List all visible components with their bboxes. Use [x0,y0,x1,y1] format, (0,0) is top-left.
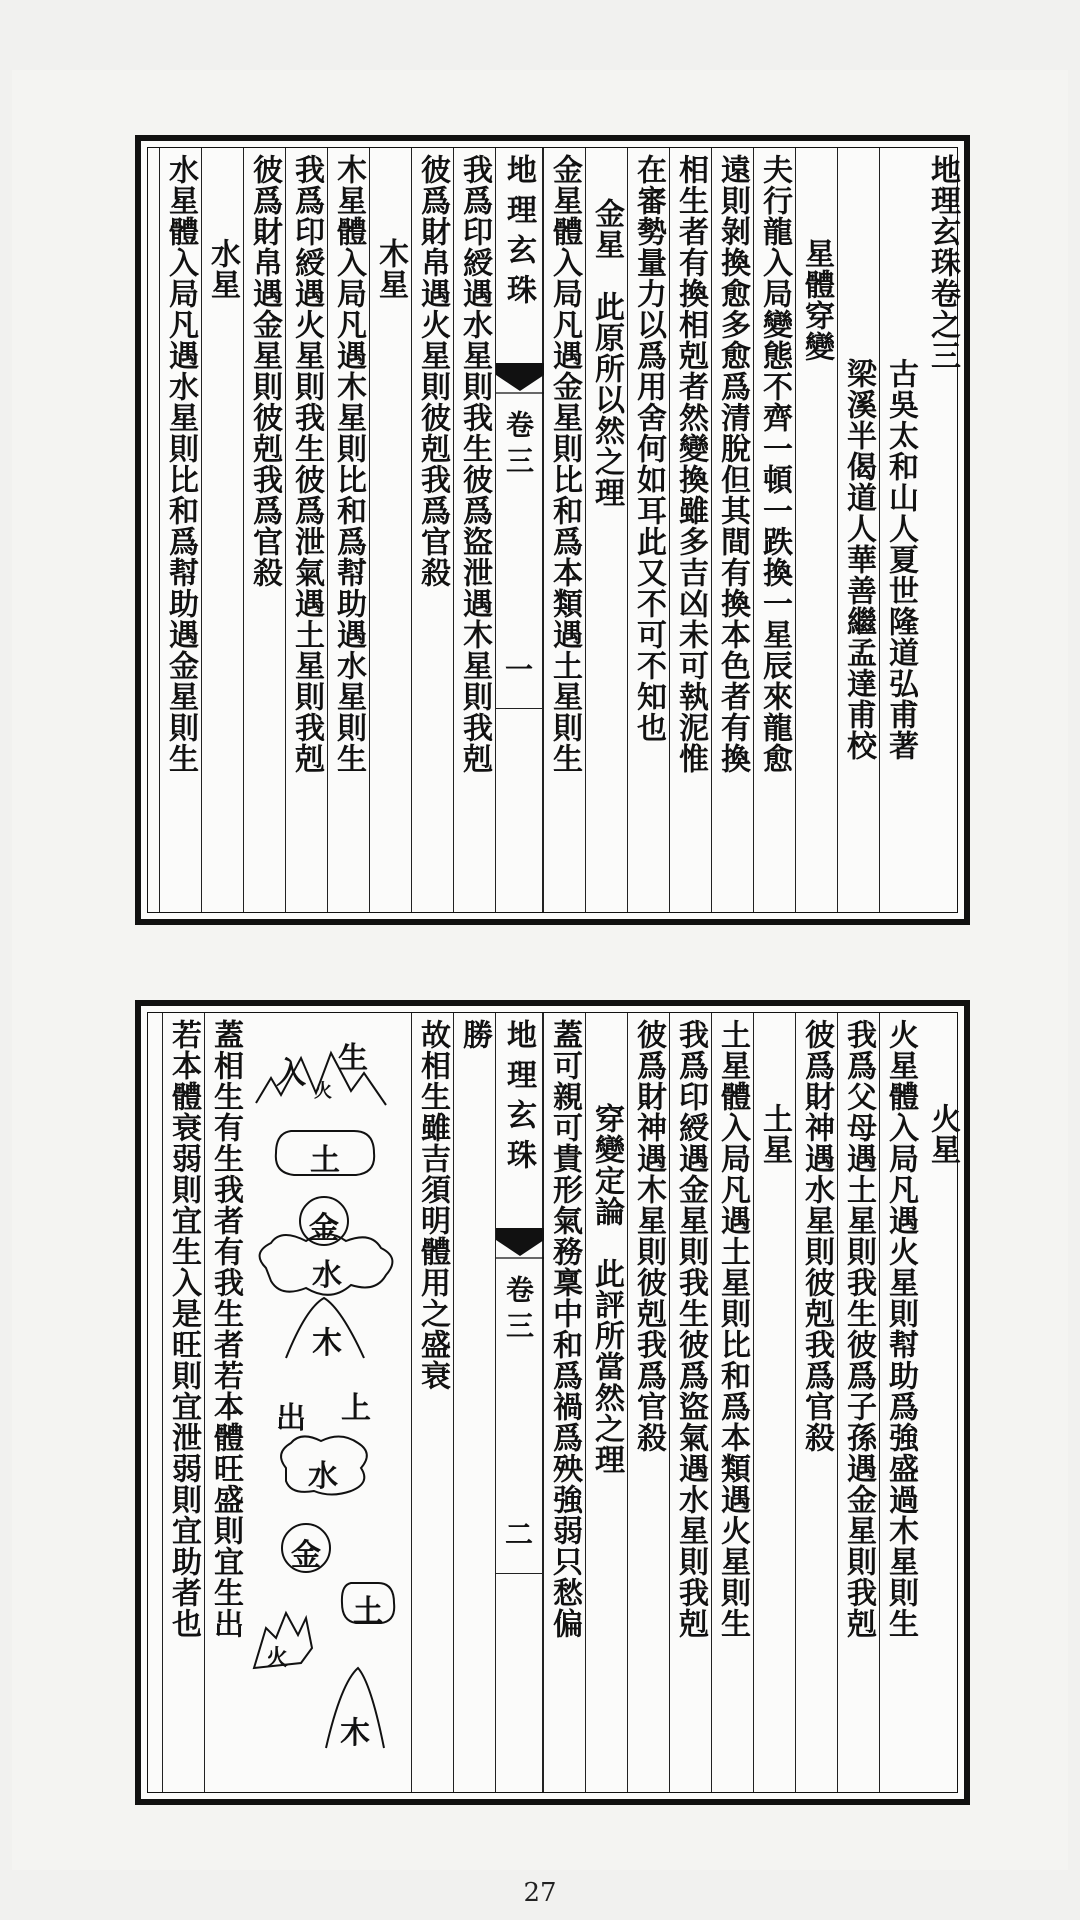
text-column [453,1013,495,1792]
divider [496,708,542,709]
text-column [369,148,411,912]
body-text: 彼爲財神遇水星則彼剋我爲官殺 [799,1019,834,1453]
section-heading: 穿變定論 此評所當然之理 [589,1103,624,1475]
body-text: 我爲父母遇土星則我生彼爲子孫遇金星則我剋 [841,1019,876,1639]
diagram-label: 出 [276,1401,306,1436]
text-column [795,1013,837,1792]
page-inner-frame [147,147,958,913]
element-earth: 土 [353,1594,383,1629]
section-heading: 金星 此原所以然之理 [589,198,624,508]
element-metal: 金 [309,1211,339,1246]
text-column [327,148,369,912]
element-wood: 木 [312,1326,342,1361]
text-column [711,148,753,912]
element-metal: 金 [291,1538,321,1573]
text-column [837,148,879,912]
text-column [585,1013,627,1792]
text-column [627,148,669,912]
element-water: 水 [308,1459,338,1494]
folio-number: 一 [504,653,533,686]
text-column [585,148,627,912]
section-heading: 土星 [757,1103,792,1165]
section-heading: 星體穿變 [799,238,834,362]
book-page-lower [135,1000,970,1805]
divider [496,1573,542,1574]
page-inner-frame [147,1012,958,1793]
section-heading: 水星 [205,238,240,300]
body-text: 蓋可親可貴形氣務稟中和爲禍爲殃強弱只愁偏 [547,1019,582,1639]
text-column [243,148,285,912]
section-heading: 火星 [925,1103,960,1165]
page-number: 27 [523,1878,557,1908]
text-column [543,1013,585,1792]
element-earth: 土 [310,1143,340,1178]
body-text: 我爲印綬遇金星則我生彼爲盜氣遇水星則我剋 [673,1019,708,1639]
text-column [162,1013,204,1792]
body-text: 彼爲財帛遇火星則彼剋我爲官殺 [415,154,450,588]
text-column [669,148,711,912]
center-margin-strip [495,1013,543,1792]
body-text: 金星體入局凡遇金星則比和爲本類遇土星則生 [547,154,582,774]
body-text: 若本體衰弱則宜生入是旺則宜泄弱則宜助者也 [166,1019,201,1639]
text-column [120,1013,162,1792]
chapter-title: 地理玄珠卷之三 [925,154,960,371]
text-column [921,1013,963,1792]
book-title-margin: 地理玄珠 [501,154,536,314]
element-fire: 火 [314,1081,332,1102]
text-column [879,1013,921,1792]
body-text: 彼爲財神遇木星則彼剋我爲官殺 [631,1019,666,1453]
text-column [753,1013,795,1792]
body-text: 在審勢量力以爲用舍何如耳此又不可不知也 [631,154,666,743]
editor-line: 梁溪半偈道人華善繼孟達甫校 [841,358,876,761]
book-page-upper [135,135,970,925]
text-column [921,148,963,912]
five-elements-diagram [246,1013,411,1792]
text-column [711,1013,753,1792]
folio-number: 二 [504,1518,533,1551]
body-text: 相生者有換相剋者然變換雖多吉凶未可執泥惟 [673,154,708,774]
text-column [669,1013,711,1792]
body-text: 故相生雖吉須明體用之盛衰 [415,1019,450,1391]
body-text: 水星體入局凡遇水星則比和爲幇助遇金星則生 [163,154,198,774]
body-text: 火星體入局凡遇火星則幇助爲強盛過木星則生 [883,1019,918,1639]
element-water: 水 [312,1258,342,1293]
text-column [159,148,201,912]
text-column [879,148,921,912]
text-column [543,148,585,912]
fish-tail-mark-icon [496,363,544,403]
text-column [411,1013,453,1792]
book-title-margin: 地理玄珠 [501,1019,536,1179]
volume-label: 卷三 [502,410,535,482]
text-column [285,148,327,912]
body-text: 我爲印綬遇火星則我生彼爲泄氣遇土星則我剋 [289,154,324,774]
center-margin-strip [495,148,543,912]
text-column [411,148,453,912]
body-text: 土星體入局凡遇土星則比和爲本類遇火星則生 [715,1019,750,1639]
element-fire: 火 [266,1645,289,1671]
body-text: 遠則剝換愈多愈爲清脫但其間有換本色者有換 [715,154,750,774]
text-column [201,148,243,912]
section-heading: 木星 [373,238,408,300]
fish-tail-mark-icon [496,1228,544,1268]
text-column [753,148,795,912]
text-column [204,1013,246,1792]
body-text: 我爲印綬遇水星則我生彼爲盜泄遇木星則我剋 [457,154,492,774]
body-text: 彼爲財帛遇金星則彼剋我爲官殺 [247,154,282,588]
element-wood: 木 [340,1716,370,1751]
text-column [795,148,837,912]
body-text: 蓋相生有生我者有我生者若本體旺盛則宜生出 [208,1019,243,1639]
text-column [453,148,495,912]
diagram-label: 上 [341,1391,371,1426]
text-column [837,1013,879,1792]
diagram-label: 生 [338,1041,368,1076]
author-line: 古吳太和山人夏世隆道弘甫著 [883,358,918,761]
body-text: 木星體入局凡遇木星則比和爲幇助遇水星則生 [331,154,366,774]
body-text: 勝 [457,1019,492,1050]
volume-label: 卷三 [502,1275,535,1347]
body-text: 夫行龍入局變態不齊一頓一跌換一星辰來龍愈 [757,154,792,774]
diagram-label: 入 [276,1056,306,1091]
text-column [627,1013,669,1792]
